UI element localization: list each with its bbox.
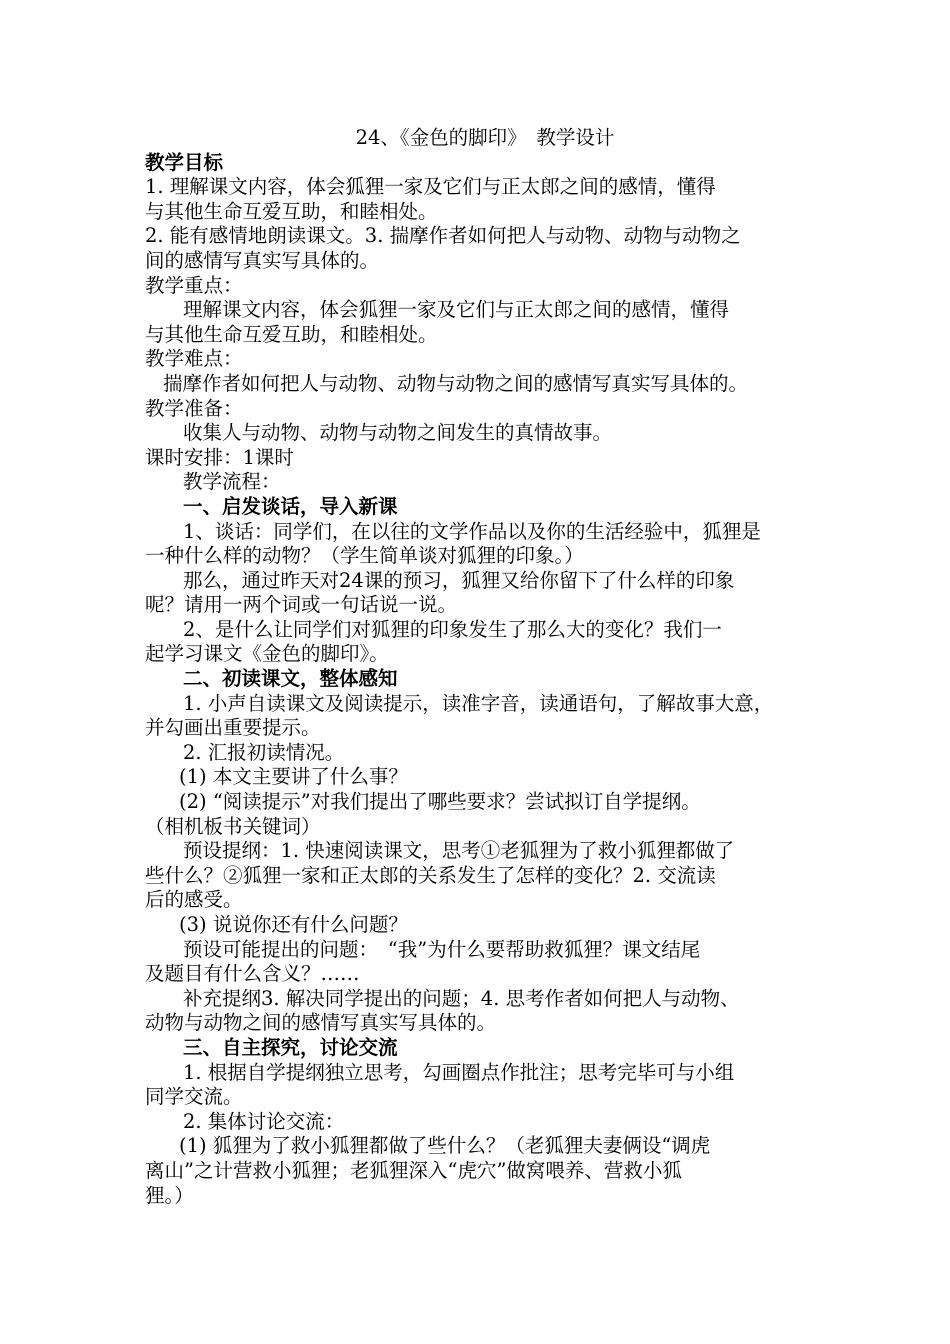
paragraph-line: 2. 集体讨论交流： (183, 1109, 345, 1133)
paragraph-line: 一种什么样的动物？（学生简单谈对狐狸的印象。） (145, 544, 584, 568)
paragraph-line: 揣摩作者如何把人与动物、动物与动物之间的感情写真实写具体的。 (163, 371, 749, 395)
paragraph-line: 2. 能有感情地朗读课文。3. 揣摩作者如何把人与动物、动物与动物之 (145, 224, 741, 248)
paragraph-line: (1) 本文主要讲了什么事？ (179, 765, 408, 789)
paragraph-line: 及题目有什么含义？…… (145, 962, 360, 986)
document-page (145, 126, 815, 1208)
paragraph-line: 呢？请用一两个词或一句话说一说。 (145, 593, 458, 617)
paragraph-line: 预设提纲：1. 快速阅读课文，思考①老狐狸为了救小狐狸都做了 (183, 839, 735, 863)
paragraph-line: 预设可能提出的问题： “我”为什么要帮助救狐狸？课文结尾 (183, 937, 701, 961)
schedule-line: 课时安排：1课时 (145, 445, 294, 469)
section-heading-process: 教学流程： (183, 470, 281, 494)
section-heading-preparation: 教学准备： (145, 396, 243, 420)
paragraph-line: 狸。） (145, 1183, 194, 1207)
paragraph-line: (1) 狐狸为了救小狐狸都做了些什么？（老狐狸夫妻俩设“调虎 (179, 1134, 711, 1158)
paragraph-line: (3) 说说你还有什么问题？ (179, 913, 408, 936)
paragraph-line: 间的感情写真实写具体的。 (145, 248, 380, 272)
paragraph-line: 动物与动物之间的感情写真实写具体的。 (145, 1011, 497, 1035)
paragraph-line: 那么，通过昨天对24课的预习，狐狸又给你留下了什么样的印象 (183, 568, 735, 592)
paragraph-line: 收集人与动物、动物与动物之间发生的真情故事。 (183, 421, 613, 445)
step-heading-3: 三、自主探究，讨论交流 (183, 1035, 398, 1059)
paragraph-line: 离山”之计营救小狐狸；老狐狸深入“虎穴”做窝喂养、营救小狐 (145, 1158, 682, 1182)
section-heading-difficulties: 教学难点： (145, 347, 243, 371)
paragraph-line: 理解课文内容，体会狐狸一家及它们与正太郎之间的感情，懂得 (183, 298, 730, 322)
paragraph-line: 2、是什么让同学们对狐狸的印象发生了那么大的变化？我们一 (183, 617, 722, 641)
paragraph-line: 1. 根据自学提纲独立思考，勾画圈点作批注；思考完毕可与小组 (183, 1060, 735, 1084)
paragraph-line: 1. 理解课文内容，体会狐狸一家及它们与正太郎之间的感情，懂得 (145, 175, 716, 199)
paragraph-line: （相机板书关键词） (145, 814, 321, 838)
document-title: 24、《金色的脚印》 教学设计 (355, 126, 615, 149)
paragraph-line: 补充提纲3. 解决同学提出的问题；4. 思考作者如何把人与动物、 (183, 986, 740, 1010)
section-heading-key-points: 教学重点： (145, 273, 243, 297)
paragraph-line: 2. 汇报初读情况。 (183, 740, 345, 764)
section-heading-objectives: 教学目标 (145, 150, 224, 174)
paragraph-line: 1、谈话：同学们，在以往的文学作品以及你的生活经验中，狐狸是 (183, 519, 761, 543)
paragraph-line: 同学交流。 (145, 1085, 243, 1109)
paragraph-line: 起学习课文《金色的脚印》。 (145, 642, 389, 666)
paragraph-line: 与其他生命互爱互助，和睦相处。 (145, 199, 438, 223)
step-heading-1: 一、启发谈话，导入新课 (183, 494, 398, 518)
step-heading-2: 二、初读课文，整体感知 (183, 667, 398, 691)
paragraph-line: 些什么？②狐狸一家和正太郎的关系发生了怎样的变化？2. 交流读 (145, 863, 716, 887)
paragraph-line: 后的感受。 (145, 888, 243, 912)
paragraph-line: (2) “阅读提示”对我们提出了哪些要求？尝试拟订自学提纲。 (179, 790, 701, 814)
paragraph-line: 并勾画出重要提示。 (145, 716, 321, 740)
paragraph-line: 1. 小声自读课文及阅读提示，读准字音，读通语句，了解故事大意， (183, 691, 774, 715)
paragraph-line: 与其他生命互爱互助，和睦相处。 (145, 322, 438, 346)
